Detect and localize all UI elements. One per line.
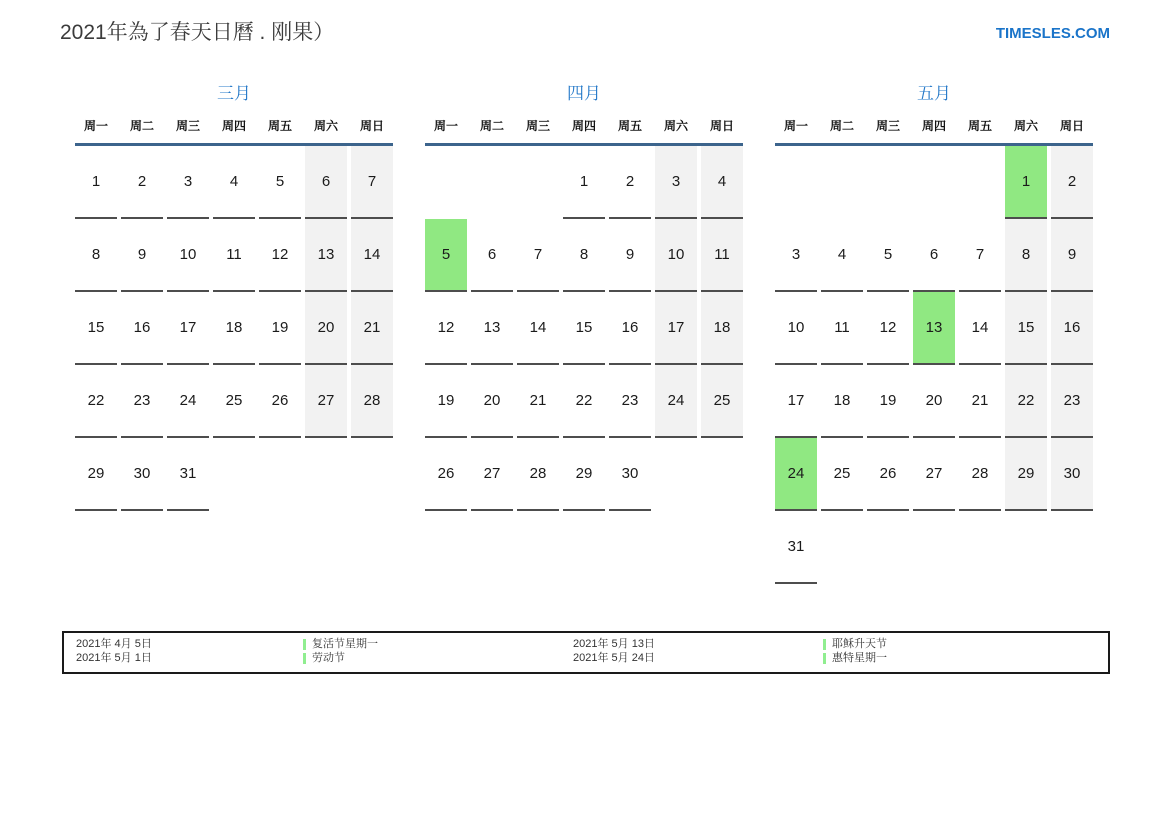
day-cell-weekend: 9 (1051, 219, 1093, 292)
day-cell: 14 (517, 292, 559, 365)
day-cell: 21 (517, 365, 559, 438)
day-cell-weekend: 20 (305, 292, 347, 365)
day-cell-weekend: 8 (1005, 219, 1047, 292)
day-cell: 19 (867, 365, 909, 438)
month-五月 (775, 84, 1093, 584)
day-cell-weekend: 14 (351, 219, 393, 292)
holiday-date: 2021年 4月 5日 (76, 638, 152, 651)
day-cell: 16 (609, 292, 651, 365)
day-cell-empty (259, 438, 301, 511)
week-row (775, 511, 1093, 584)
day-cell: 19 (259, 292, 301, 365)
day-cell: 9 (121, 219, 163, 292)
weekday-label: 周六 (313, 119, 338, 134)
weekday-label: 周三 (525, 119, 550, 134)
day-cell-empty (1051, 511, 1093, 584)
holiday-marker-bar (823, 639, 826, 650)
day-cell: 23 (609, 365, 651, 438)
day-cell: 11 (821, 292, 863, 365)
day-cell: 7 (959, 219, 1001, 292)
day-cell: 18 (821, 365, 863, 438)
week-row (75, 146, 393, 219)
weekday-label: 周三 (175, 119, 200, 134)
weekday-label: 周二 (129, 119, 154, 134)
day-cell: 29 (75, 438, 117, 511)
day-cell: 8 (75, 219, 117, 292)
weekday-label: 周五 (267, 119, 292, 134)
weekday-header-row (775, 117, 1093, 146)
weekday-label: 周六 (663, 119, 688, 134)
day-cell-holiday: 13 (913, 292, 955, 365)
day-cell: 22 (75, 365, 117, 438)
day-cell-empty (517, 146, 559, 219)
day-cell: 26 (425, 438, 467, 511)
day-cell: 3 (167, 146, 209, 219)
day-cell: 25 (821, 438, 863, 511)
day-cell: 22 (563, 365, 605, 438)
weekday-label: 周四 (571, 119, 596, 134)
day-cell-weekend: 24 (655, 365, 697, 438)
day-cell-weekend: 30 (1051, 438, 1093, 511)
day-cell: 14 (959, 292, 1001, 365)
week-row (75, 365, 393, 438)
day-cell-empty (305, 438, 347, 511)
day-cell-weekend: 6 (305, 146, 347, 219)
day-cell: 1 (563, 146, 605, 219)
day-cell: 20 (913, 365, 955, 438)
holiday-date: 2021年 5月 13日 (573, 638, 655, 651)
week-row (75, 219, 393, 292)
page-header (0, 0, 1169, 45)
day-cell: 12 (425, 292, 467, 365)
weekday-label: 周二 (829, 119, 854, 134)
day-cell: 30 (121, 438, 163, 511)
day-cell: 31 (775, 511, 817, 584)
day-cell: 8 (563, 219, 605, 292)
day-cell: 25 (213, 365, 255, 438)
day-cell: 19 (425, 365, 467, 438)
day-cell: 1 (75, 146, 117, 219)
day-cell: 23 (121, 365, 163, 438)
day-cell-empty (351, 438, 393, 511)
week-row (75, 438, 393, 511)
day-cell: 17 (775, 365, 817, 438)
day-cell: 17 (167, 292, 209, 365)
day-cell-weekend: 4 (701, 146, 743, 219)
month-title: 五月 (917, 84, 951, 104)
day-cell-empty (1005, 511, 1047, 584)
day-cell: 10 (775, 292, 817, 365)
day-cell-weekend: 11 (701, 219, 743, 292)
week-row (775, 438, 1093, 511)
day-cell: 30 (609, 438, 651, 511)
day-cell: 29 (563, 438, 605, 511)
day-cell: 20 (471, 365, 513, 438)
weekday-label: 周五 (967, 119, 992, 134)
weekday-label: 周二 (479, 119, 504, 134)
month-四月 (425, 84, 743, 584)
day-cell: 13 (471, 292, 513, 365)
day-cell: 15 (75, 292, 117, 365)
day-cell-empty (913, 146, 955, 219)
day-cell: 10 (167, 219, 209, 292)
day-cell-weekend: 18 (701, 292, 743, 365)
weekday-label: 周一 (783, 119, 808, 134)
site-logo-link[interactable]: TIMESLES.COM (995, 25, 1110, 42)
day-cell-empty (913, 511, 955, 584)
day-cell-empty (655, 438, 697, 511)
day-cell: 4 (213, 146, 255, 219)
day-cell: 3 (775, 219, 817, 292)
holiday-name (303, 652, 573, 665)
day-cell-weekend: 13 (305, 219, 347, 292)
weekday-label: 周五 (617, 119, 642, 134)
day-cell: 4 (821, 219, 863, 292)
day-cell: 31 (167, 438, 209, 511)
week-row (775, 365, 1093, 438)
day-cell-empty (213, 438, 255, 511)
holiday-marker-bar (823, 653, 826, 664)
day-cell: 6 (913, 219, 955, 292)
day-cell-empty (701, 438, 743, 511)
day-cell-holiday: 5 (425, 219, 467, 292)
day-cell: 6 (471, 219, 513, 292)
weekday-label: 周一 (433, 119, 458, 134)
month-三月 (75, 84, 393, 584)
week-row (425, 438, 743, 511)
day-cell-weekend: 28 (351, 365, 393, 438)
day-cell: 12 (259, 219, 301, 292)
week-row (425, 292, 743, 365)
day-cell-weekend: 3 (655, 146, 697, 219)
holiday-name-text: 耶稣升天节 (832, 638, 887, 651)
holiday-marker-bar (303, 639, 306, 650)
day-cell-weekend: 2 (1051, 146, 1093, 219)
weekday-label: 周六 (1013, 119, 1038, 134)
day-cell: 27 (913, 438, 955, 511)
day-cell-weekend: 16 (1051, 292, 1093, 365)
day-cell-holiday: 1 (1005, 146, 1047, 219)
day-cell-empty (959, 511, 1001, 584)
week-row (75, 292, 393, 365)
weekday-header-row (425, 117, 743, 146)
day-cell-weekend: 25 (701, 365, 743, 438)
day-cell-weekend: 22 (1005, 365, 1047, 438)
months-container (0, 84, 1169, 584)
holiday-name (823, 638, 1096, 651)
day-cell: 11 (213, 219, 255, 292)
day-cell-weekend: 23 (1051, 365, 1093, 438)
day-cell: 2 (121, 146, 163, 219)
week-row (425, 365, 743, 438)
holiday-name-text: 劳动节 (312, 652, 345, 665)
day-cell: 15 (563, 292, 605, 365)
day-cell: 27 (471, 438, 513, 511)
day-cell-empty (821, 511, 863, 584)
week-row (425, 146, 743, 219)
day-cell-weekend: 29 (1005, 438, 1047, 511)
weekday-label: 周日 (359, 119, 384, 134)
weekday-label: 周四 (921, 119, 946, 134)
weekday-label: 周日 (709, 119, 734, 134)
page-title: 2021年為了春天日曆 . 刚果） (60, 21, 335, 44)
day-cell-empty (867, 146, 909, 219)
holiday-marker-bar (303, 653, 306, 664)
day-cell: 5 (259, 146, 301, 219)
day-cell-empty (821, 146, 863, 219)
day-cell: 21 (959, 365, 1001, 438)
holiday-date: 2021年 5月 24日 (573, 652, 655, 665)
day-cell: 28 (959, 438, 1001, 511)
day-cell: 12 (867, 292, 909, 365)
week-row (775, 292, 1093, 365)
day-cell-empty (471, 146, 513, 219)
day-cell: 26 (867, 438, 909, 511)
holiday-date: 2021年 5月 1日 (76, 652, 152, 665)
day-cell-empty (775, 146, 817, 219)
holiday-legend (62, 631, 1110, 674)
day-cell-weekend: 7 (351, 146, 393, 219)
day-cell-weekend: 10 (655, 219, 697, 292)
day-cell-empty (867, 511, 909, 584)
day-cell-weekend: 27 (305, 365, 347, 438)
weekday-label: 周四 (221, 119, 246, 134)
day-cell-empty (959, 146, 1001, 219)
day-cell: 24 (167, 365, 209, 438)
holiday-name (823, 652, 1096, 665)
week-row (425, 219, 743, 292)
day-cell-weekend: 15 (1005, 292, 1047, 365)
day-cell: 28 (517, 438, 559, 511)
day-cell: 26 (259, 365, 301, 438)
holiday-name-text: 惠特星期一 (832, 652, 887, 665)
day-cell: 16 (121, 292, 163, 365)
weekday-header-row (75, 117, 393, 146)
week-row (775, 146, 1093, 219)
holiday-name (303, 638, 573, 651)
day-cell: 9 (609, 219, 651, 292)
day-cell: 18 (213, 292, 255, 365)
month-title: 三月 (217, 84, 251, 104)
day-cell-weekend: 21 (351, 292, 393, 365)
day-cell: 5 (867, 219, 909, 292)
day-cell: 7 (517, 219, 559, 292)
weekday-label: 周一 (83, 119, 108, 134)
day-cell-holiday: 24 (775, 438, 817, 511)
day-cell-weekend: 17 (655, 292, 697, 365)
weekday-label: 周三 (875, 119, 900, 134)
day-cell: 2 (609, 146, 651, 219)
month-title: 四月 (567, 84, 601, 104)
day-cell-empty (425, 146, 467, 219)
week-row (775, 219, 1093, 292)
holiday-name-text: 复活节星期一 (312, 638, 378, 651)
weekday-label: 周日 (1059, 119, 1084, 134)
